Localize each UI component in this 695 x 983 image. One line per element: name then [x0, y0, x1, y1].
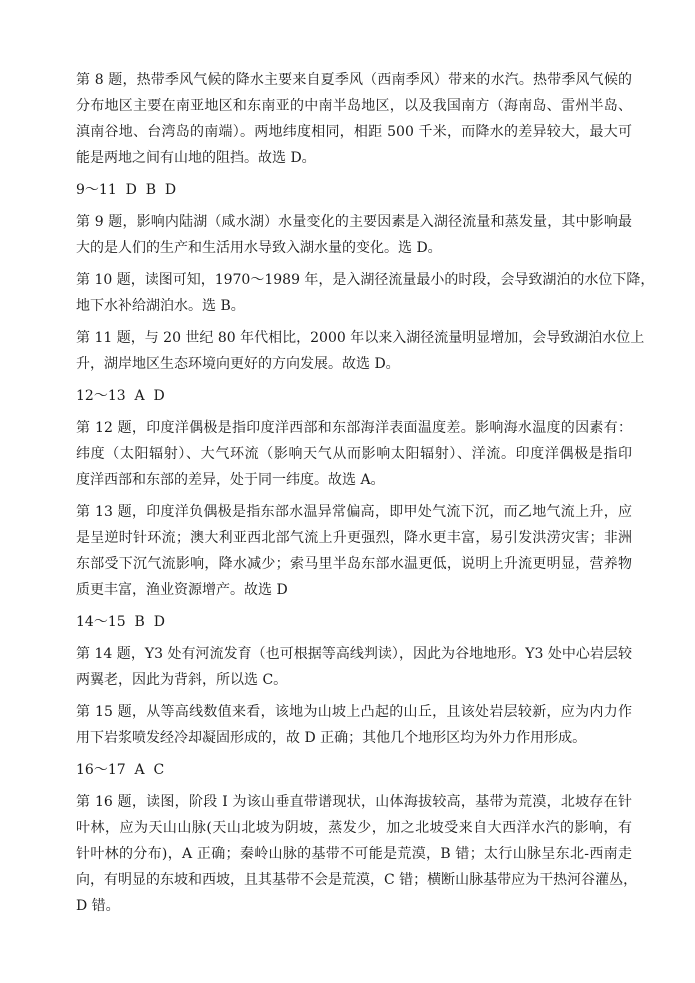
paragraph-line: 第 13 题，印度洋负偶极是指东部水温异常偏高，即甲处气流下沉，而乙地气流上升，应 [76, 504, 632, 520]
paragraph-line: 升，湖岸地区生态环境向更好的方向发展。故选 D。 [76, 356, 400, 372]
paragraph-line: 滇南谷地、台湾岛的南端）。两地纬度相同，相距 500 千米，而降水的差异较大，最大可 [76, 124, 632, 140]
answer-key-line: 9～11 D B D [76, 182, 177, 198]
explanation-paragraph [76, 267, 655, 319]
paragraph-line: 第 14 题，Y3 处有河流发育（也可根据等高线判读），因此为谷地地形。Y3 处中心岩层较 [76, 646, 632, 662]
paragraph-line: 两翼老，因此为背斜，所以选 C。 [76, 672, 288, 688]
paragraph-line: 度洋西部和东部的差异，处于同一纬度。故选 A。 [76, 472, 385, 488]
explanation-paragraph [76, 641, 632, 693]
explanation-paragraph [76, 789, 638, 919]
paragraph-line: 是呈逆时针环流；澳大利亚西北部气流上升更强烈，降水更丰富，易引发洪涝灾害；非洲 [76, 530, 632, 546]
explanation-paragraph [76, 699, 632, 751]
answer-key-line: 12～13 A D [76, 388, 165, 404]
paragraph-line: 第 11 题，与 20 世纪 80 年代相比，2000 年以来入湖径流量明显增加，会导致湖泊水位上 [76, 330, 645, 346]
paragraph-line: 地下水补给湖泊水。选 B。 [76, 298, 245, 314]
paragraph-line: 第 8 题，热带季风气候的降水主要来自夏季风（西南季风）带来的水汽。热带季风气候的 [76, 72, 632, 88]
paragraph-line: 针叶林的分布)，A 正确；秦岭山脉的基带不可能是荒漠，B 错；太行山脉呈东北-西南走 [76, 846, 632, 862]
explanation-paragraph [76, 67, 632, 171]
paragraph-line: 第 10 题，读图可知，1970～1989 年，是入湖径流量最小的时段，会导致湖泊的水位下降， [76, 272, 655, 288]
paragraph-line: 第 9 题，影响内陆湖（咸水湖）水量变化的主要因素是入湖径流量和蒸发量，其中影响最 [76, 214, 632, 230]
paragraph-line: 向，有明显的东坡和西坡，且其基带不会是荒漠，C 错；横断山脉基带应为干热河谷灌丛， [76, 872, 638, 888]
paragraph-line: 第 16 题，读图，阶段 I 为该山垂直带谱现状，山体海拔较高，基带为荒漠，北坡存在针 [76, 794, 632, 810]
paragraph-line: 能是两地之间有山地的阻挡。故选 D。 [76, 150, 316, 166]
answer-key-line: 16～17 A C [76, 762, 165, 778]
document-page [76, 67, 655, 925]
answer-key-line: 14～15 B D [76, 614, 165, 630]
paragraph-line: 第 15 题，从等高线数值来看，该地为山坡上凸起的山丘，且该处岩层较新，应为内力作 [76, 704, 632, 720]
paragraph-line: 分布地区主要在南亚地区和东南亚的中南半岛地区，以及我国南方（海南岛、雷州半岛、 [76, 98, 632, 114]
explanation-paragraph [76, 209, 632, 261]
paragraph-line: 质更丰富，渔业资源增产。故选 D [76, 582, 288, 598]
paragraph-line: 东部受下沉气流影响，降水减少；索马里半岛东部水温更低，说明上升流更明显，营养物 [76, 556, 632, 572]
explanation-paragraph [76, 499, 632, 603]
paragraph-line: 用下岩浆喷发经冷却凝固形成的，故 D 正确；其他几个地形区均为外力作用形成。 [76, 730, 587, 746]
paragraph-line: 纬度（太阳辐射）、大气环流（影响天气从而影响太阳辐射）、洋流。印度洋偶极是指印 [76, 446, 632, 462]
explanation-paragraph [76, 325, 645, 377]
paragraph-line: 大的是人们的生产和生活用水导致入湖水量的变化。选 D。 [76, 240, 442, 256]
paragraph-line: 叶林，应为天山山脉(天山北坡为阴坡，蒸发少，加之北坡受来自大西洋水汽的影响，有 [76, 820, 632, 836]
explanation-paragraph [76, 415, 632, 493]
paragraph-line: D 错。 [76, 898, 120, 914]
paragraph-line: 第 12 题，印度洋偶极是指印度洋西部和东部海洋表面温度差。影响海水温度的因素有： [76, 420, 632, 436]
